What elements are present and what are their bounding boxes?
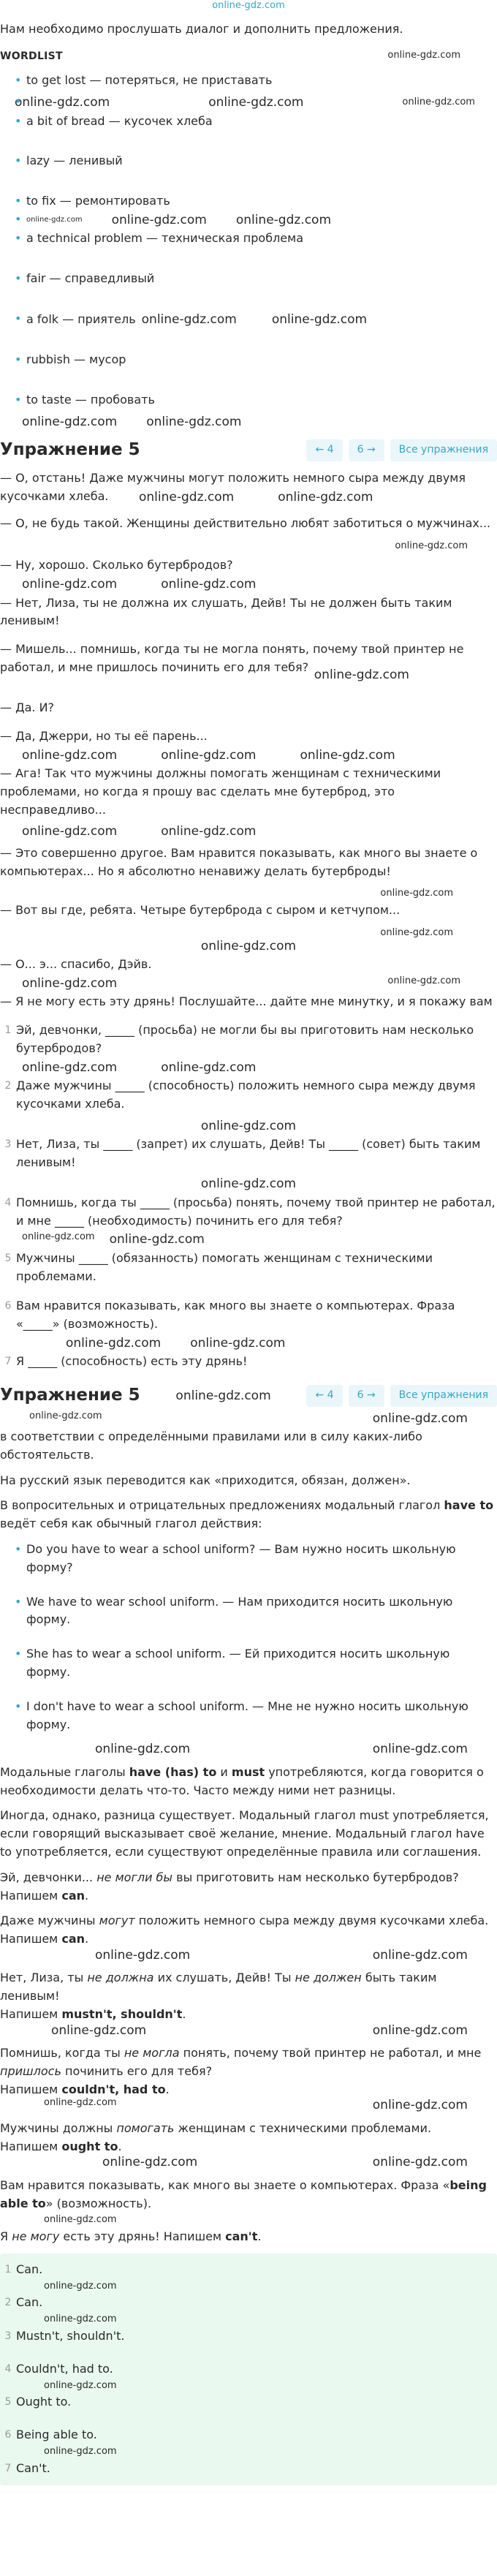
watermark: online-gdz.com	[66, 1335, 162, 1351]
examples-list	[0, 1541, 497, 1734]
watermark: online-gdz.com	[200, 1176, 297, 1192]
answer-item: 3 Mustn't, shouldn't.	[4, 2329, 125, 2343]
watermark: online-gdz.com	[139, 490, 235, 505]
site-watermark-top: online-gdz.com	[212, 0, 285, 11]
word-item: • rubbish — мусор	[15, 351, 497, 369]
watermark: online-gdz.com	[109, 1232, 205, 1247]
dialog-line: — Нет, Лиза, ты не должна их слушать, Дейв! Ты не должен быть таким ленивым!	[0, 595, 452, 628]
arrow-right-icon: →	[366, 444, 376, 456]
watermark: online-gdz.com	[372, 2022, 468, 2038]
watermark: online-gdz.com	[95, 1742, 191, 1757]
watermark: online-gdz.com	[44, 2097, 117, 2109]
theory-text: На русский язык переводится как «приходится, обязан, должен».	[0, 1473, 411, 1487]
dialog-text	[0, 469, 497, 1011]
watermark: online-gdz.com	[22, 824, 118, 839]
watermark: online-gdz.com	[29, 1410, 102, 1421]
watermark: online-gdz.com	[102, 2155, 198, 2170]
watermark: • online-gdz.com	[26, 216, 83, 224]
watermark: online-gdz.com	[44, 2314, 117, 2325]
task-item: 4 Помнишь, когда ты _____ (просьба) понять, почему твой принтер не работал, и мне _____ (необходимость) починить его для тебя?	[4, 1195, 496, 1228]
watermark: online-gdz.com	[22, 1231, 95, 1243]
watermark: online-gdz.com	[200, 1118, 297, 1133]
theory-text: Я не могу есть эту дрянь! Напишем can't.	[0, 2229, 262, 2244]
watermark: online-gdz.com	[200, 938, 297, 953]
word-item: • lazy — ленивый	[15, 152, 497, 170]
answer-item: 4 Couldn't, had to.	[4, 2361, 113, 2376]
dialog-line: — Это совершенно другое. Вам нравится показывать, как много вы знаете о компьютерах... Но я абсолютно ненавижу делать бутерброды!	[0, 845, 478, 878]
word-item: • to fix — ремонтировать	[15, 192, 497, 211]
watermark: online-gdz.com	[380, 926, 453, 938]
watermark: online-gdz.com	[372, 2155, 468, 2170]
watermark: online-gdz.com	[141, 311, 237, 327]
arrow-right-icon: →	[366, 1389, 376, 1402]
answer-item: 2 Can.	[4, 2295, 43, 2310]
watermark: online-gdz.com	[44, 2280, 117, 2292]
intro-text: Нам необходимо прослушать диалог и дополнить предложения.	[0, 22, 403, 36]
watermark: online-gdz.com	[161, 824, 257, 839]
theory-text: Мужчины должны помогать женщинам с техническими проблемами. Напишем ought to.	[0, 2120, 432, 2153]
dialog-line: — О, отстань! Даже мужчины могут положить немного сыра между двумя кусочками хлеба.	[0, 470, 466, 503]
watermark: online-gdz.com	[372, 1947, 468, 1963]
watermark: online-gdz.com	[278, 490, 373, 505]
wordlist	[0, 72, 497, 409]
watermark: online-gdz.com	[300, 747, 395, 763]
next-exercise-button[interactable]: 6 →	[349, 1385, 384, 1407]
watermark: online-gdz.com	[372, 1410, 468, 1426]
theory-text: в соответствии с определёнными правилами или в силу каких-либо обстоятельств.	[0, 1429, 422, 1462]
watermark: online-gdz.com	[22, 747, 118, 763]
example-item: • We have to wear school uniform. — Нам приходится носить школьную форму.	[15, 1593, 497, 1630]
dialog-line: — Ну, хорошо. Сколько бутербродов?	[0, 558, 233, 573]
watermark: online-gdz.com	[95, 1947, 191, 1963]
prev-exercise-button[interactable]: ← 4	[306, 439, 342, 461]
dialog-line: — Вот вы где, ребята. Четыре бутерброда с сыром и кетчупом...	[0, 903, 401, 918]
theory-text: Эй, девчонки... не могли бы вы приготовить нам несколько бутербродов? Напишем can.	[0, 1870, 459, 1903]
next-exercise-button[interactable]: 6 →	[349, 439, 384, 461]
dialog-line: — Я не могу есть эту дрянь! Послушайте... дайте мне минутку, и я покажу вам	[0, 994, 493, 1009]
arrow-left-icon: ←	[315, 1389, 325, 1402]
watermark: online-gdz.com	[22, 1060, 118, 1075]
exercise-title: Упражнение 5	[0, 1386, 140, 1405]
exercise-title: Упражнение 5	[0, 440, 140, 460]
task-item: 3 Нет, Лиза, ты _____ (запрет) их слушать, Дейв! Ты _____ (совет) быть таким ленивым!	[4, 1136, 481, 1169]
theory-text: В вопросительных и отрицательных предложениях модальный глагол have to ведёт себя как обычный глагол действия:	[0, 1498, 494, 1531]
dialog-line: — О... э... спасибо, Дэйв.	[0, 957, 152, 972]
watermark: online-gdz.com	[175, 1388, 271, 1403]
answers-box	[0, 2254, 497, 2485]
watermark: online-gdz.com	[387, 975, 460, 986]
watermark: online-gdz.com	[380, 888, 453, 899]
watermark: online-gdz.com	[22, 577, 118, 592]
watermark: online-gdz.com	[395, 540, 468, 551]
word-item: • to get lost — потеряться, не приставать	[15, 72, 497, 90]
theory-section	[0, 1428, 497, 2246]
word-item: • to taste — пробовать	[15, 391, 497, 409]
exercise-nav-2	[0, 1383, 497, 1409]
answer-item: 5 Ought to.	[4, 2395, 72, 2409]
watermark: • online-gdz.com	[15, 95, 110, 110]
theory-text: Модальные глаголы have (has) to и must употребляются, когда говорится о необходимости делать что-то. Часто между ними нет разницы.	[0, 1764, 484, 1797]
task-item: 7 Я _____ (способность) есть эту дрянь!	[4, 1354, 248, 1369]
word-item: • fair — справедливый	[15, 270, 497, 288]
watermark: online-gdz.com	[387, 49, 460, 61]
watermark: online-gdz.com	[190, 1335, 286, 1351]
task-item: 5 Мужчины _____ (обязанность) помогать женщинам с техническими проблемами.	[4, 1250, 433, 1283]
task-item: 1 Эй, девчонки, _____ (просьба) не могли бы вы приготовить нам несколько бутербродов?	[4, 1023, 474, 1055]
task-item: 2 Даже мужчины _____ (способность) положить немного сыра между двумя кусочками хлеба.	[4, 1078, 476, 1111]
watermark: online-gdz.com	[208, 95, 304, 110]
answer-item: 1 Can.	[4, 2262, 43, 2276]
exercise-nav	[0, 437, 497, 464]
example-item: • Do you have to wear a school uniform? — Вам нужно носить школьную форму?	[15, 1541, 497, 1577]
all-exercises-button[interactable]: Все упражнения	[390, 1385, 497, 1407]
watermark: online-gdz.com	[372, 1742, 468, 1757]
watermark: online-gdz.com	[51, 2022, 147, 2038]
watermark: online-gdz.com	[271, 311, 368, 327]
dialog-line: — Да. И?	[0, 700, 55, 715]
dialog-line: — Мишель... помнишь, когда ты не могла понять, почему твой принтер не работал, и мне пришлось починить его для тебя?	[0, 642, 464, 674]
answer-item: 6 Being able to.	[4, 2428, 97, 2442]
task-list	[0, 1021, 497, 1371]
task-item: 6 Вам нравится показывать, как много вы знаете о компьютерах. Фраза «_____» (возможность).	[4, 1299, 455, 1332]
dialog-line: — Ага! Так что мужчины должны помогать женщинам с техническими проблемами, но когда я прошу вас сделать мне бутерброд, это несправедливо...	[0, 766, 441, 817]
watermark: online-gdz.com	[44, 2446, 117, 2458]
answer-item: 7 Can't.	[4, 2460, 50, 2475]
theory-text: Даже мужчины могут положить немного сыра между двумя кусочками хлеба. Напишем can.	[0, 1914, 489, 1946]
watermark: online-gdz.com	[44, 2379, 117, 2391]
word-item: • a technical problem — техническая проблема	[15, 230, 497, 248]
word-item: • a bit of bread — кусочек хлеба	[15, 113, 497, 131]
watermark: online-gdz.com	[146, 414, 242, 429]
theory-text: Иногда, однако, разница существует. Модальный глагол must употребляется, если говорящий высказывает своё желание, мнение. Модальный глагол have to употребляется, если существуют определённые правила или соглашения.	[0, 1808, 489, 1859]
theory-text: Помнишь, когда ты не могла понять, почему твой принтер не работал, и мне пришлось починить его для тебя? Напишем couldn't, had to.	[0, 2046, 482, 2096]
watermark: online-gdz.com	[235, 213, 332, 228]
watermark: online-gdz.com	[402, 97, 475, 108]
wordlist-title: WORDLIST	[0, 50, 63, 62]
example-item: • I don't have to wear a school uniform. — Мне не нужно носить школьную форму.	[15, 1698, 497, 1734]
theory-text: Вам нравится показывать, как много вы знаете о компьютерах. Фраза «being able to» (возможность).	[0, 2177, 487, 2210]
dialog-line: — Да, Джерри, но ты её парень...	[0, 728, 208, 743]
word-item: • a folk — приятель online-gdz.com online-gdz.com	[15, 310, 497, 329]
watermark: online-gdz.com	[111, 213, 207, 228]
watermark: online-gdz.com	[372, 2098, 468, 2113]
watermark: online-gdz.com	[161, 577, 257, 592]
watermark: online-gdz.com	[44, 2214, 117, 2226]
example-item: • She has to wear a school uniform. — Ей приходится носить школьную форму.	[15, 1645, 497, 1682]
watermark: online-gdz.com	[161, 1060, 257, 1075]
arrow-left-icon: ←	[315, 444, 325, 456]
theory-text: Нет, Лиза, ты не должна их слушать, Дейв! Ты не должен быть таким ленивым! Напишем mustn't, shouldn't.	[0, 1971, 437, 2021]
watermark: online-gdz.com	[161, 747, 257, 763]
watermark: online-gdz.com	[22, 414, 118, 429]
dialog-line: — О, не будь такой. Женщины действительно любят заботиться о мужчинах...	[0, 515, 491, 530]
prev-exercise-button[interactable]: ← 4	[306, 1385, 342, 1407]
all-exercises-button[interactable]: Все упражнения	[390, 439, 497, 461]
watermark: online-gdz.com	[314, 667, 409, 682]
watermark: online-gdz.com	[22, 975, 118, 991]
